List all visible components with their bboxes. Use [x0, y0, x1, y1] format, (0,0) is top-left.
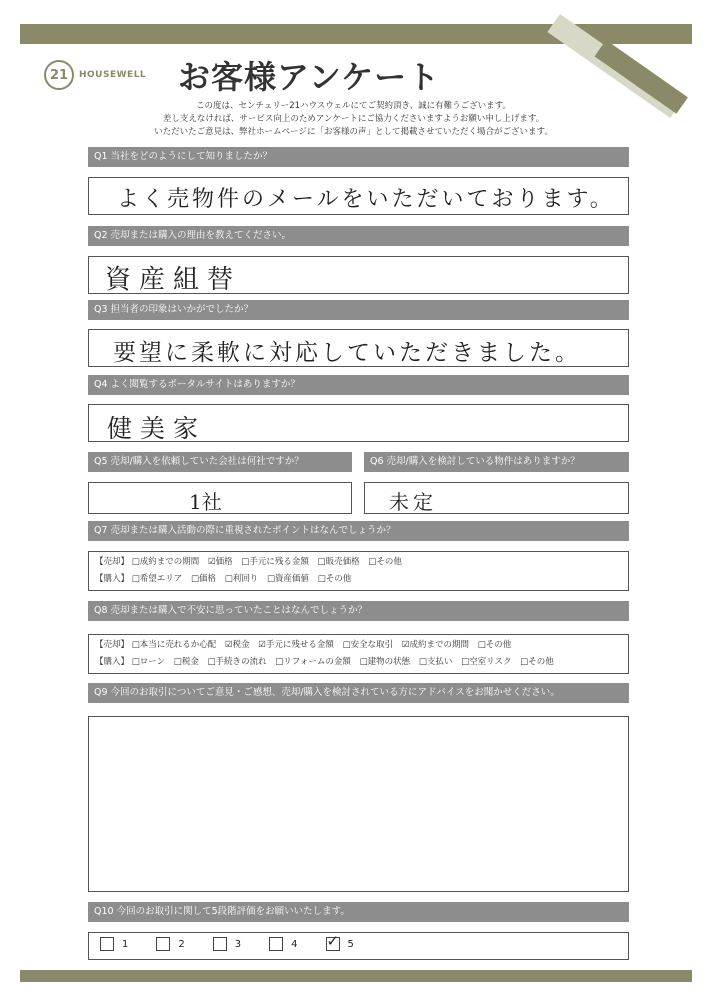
- q8-label: Q8 売却または購入で不安に思っていたことはなんでしょうか？: [88, 601, 629, 621]
- logo-mark: 21: [44, 60, 74, 90]
- q8-buy-option[interactable]: □手続きの流れ: [207, 657, 267, 667]
- checkbox-icon[interactable]: [213, 937, 227, 951]
- intro-line: 差し支えなければ、サービス向上のためアンケートにご協力くださいますようお願い申し上げます。: [162, 114, 545, 124]
- q7-options-box: [88, 551, 629, 591]
- q3-answer: 要望に柔軟に対応していただきました。: [113, 340, 581, 366]
- company-logo: [44, 58, 146, 92]
- q7-buy-option[interactable]: □価格: [190, 574, 216, 584]
- q7-buy-option[interactable]: □利回り: [224, 574, 259, 584]
- checkbox-icon[interactable]: [269, 937, 283, 951]
- q8-buy-option[interactable]: □リフォームの金額: [275, 657, 351, 667]
- q7-sell-row: [95, 554, 408, 571]
- rating-label: 4: [291, 938, 298, 950]
- q8-sell-option[interactable]: ☑税金: [224, 640, 250, 650]
- q7-sell-option[interactable]: □その他: [368, 557, 402, 567]
- q3-answer-box[interactable]: [88, 329, 629, 367]
- q7-buy-option[interactable]: □その他: [317, 574, 352, 584]
- q7-sell-option[interactable]: □販売価格: [317, 557, 360, 567]
- checkbox-icon[interactable]: [156, 937, 170, 951]
- q7-buy-option[interactable]: □資産価値: [266, 574, 309, 584]
- q8-buy-option[interactable]: □税金: [173, 657, 199, 667]
- q9-comment-box[interactable]: [88, 716, 629, 892]
- q8-sell-row: [95, 637, 517, 654]
- q2-answer: 資産組替: [105, 265, 242, 295]
- q8-sell-option[interactable]: □本当に売れるか心配: [131, 640, 217, 650]
- rating-option-5[interactable]: [326, 937, 354, 951]
- q8-buy-option[interactable]: □ローン: [131, 657, 166, 667]
- intro-line: いただいたご意見は、弊社ホームページに「お客様の声」として掲載させていただく場合がございます。: [154, 127, 553, 137]
- q1-answer-box[interactable]: [88, 177, 629, 215]
- q7-sell-label: 【売却】: [95, 557, 130, 567]
- intro-text: [0, 100, 707, 139]
- rating-option-1[interactable]: [100, 937, 128, 951]
- q4-label: Q4 よく閲覧するポータルサイトはありますか？: [88, 375, 629, 395]
- q8-sell-option[interactable]: ☑成約までの期間: [401, 640, 469, 650]
- q8-buy-label: 【購入】: [95, 657, 130, 667]
- q7-buy-option[interactable]: □希望エリア: [131, 574, 183, 584]
- rating-label: 2: [178, 938, 185, 950]
- q7-buy-row: [95, 571, 357, 588]
- q3-label: Q3 担当者の印象はいかがでしたか？: [88, 300, 629, 320]
- q8-sell-option[interactable]: □その他: [477, 640, 512, 650]
- q6-answer: 未定: [389, 490, 437, 514]
- rating-option-2[interactable]: [156, 937, 184, 951]
- q8-buy-row: [95, 654, 560, 671]
- q8-sell-option[interactable]: ☑手元に残せる金額: [258, 640, 334, 650]
- q7-sell-option[interactable]: □成約までの期間: [131, 557, 200, 567]
- checked-checkbox-icon[interactable]: [326, 937, 340, 951]
- page-title: お客様アンケート: [178, 58, 441, 96]
- rating-label: 3: [234, 938, 242, 950]
- q4-answer: 健美家: [107, 414, 207, 443]
- q1-answer: よく売物件のメールをいただいております。: [117, 187, 615, 212]
- q5-label: Q5 売却/購入を依頼していた会社は何社ですか？: [88, 452, 352, 472]
- q5-answer: 1社: [189, 490, 222, 514]
- rating-label: 5: [347, 938, 354, 950]
- q6-answer-box[interactable]: [364, 482, 629, 514]
- q8-sell-option[interactable]: □安全な取引: [342, 640, 394, 650]
- q9-label: Q9 今回のお取引についてご意見・ご感想、売却/購入を検討されている方にアドバイスをお聞かせください。: [88, 683, 629, 703]
- q8-buy-option[interactable]: □その他: [520, 657, 554, 667]
- q7-sell-option[interactable]: □手元に残る金額: [241, 557, 309, 567]
- bottom-band: [20, 970, 692, 982]
- checkbox-icon[interactable]: [100, 937, 114, 951]
- q8-sell-label: 【売却】: [95, 640, 130, 650]
- q5-answer-box[interactable]: [88, 482, 352, 514]
- q7-buy-label: 【購入】: [95, 574, 130, 584]
- q4-answer-box[interactable]: [88, 404, 629, 442]
- q8-buy-option[interactable]: □支払い: [418, 657, 453, 667]
- rating-label: 1: [122, 938, 129, 950]
- q8-options-box: [88, 634, 629, 674]
- q8-buy-option[interactable]: □空室リスク: [461, 657, 512, 667]
- rating-option-4[interactable]: [269, 937, 297, 951]
- q8-buy-option[interactable]: □建物の状態: [359, 657, 411, 667]
- intro-line: この度は、センチュリー21ハウスウェルにてご契約頂き、誠に有難うございます。: [196, 101, 511, 111]
- q1-label: Q1 当社をどのようにして知りましたか？: [88, 147, 629, 167]
- q7-label: Q7 売却または購入活動の際に重視されたポイントはなんでしょうか？: [88, 521, 629, 541]
- q10-label: Q10 今回のお取引に関して5段階評価をお願いいたします。: [88, 902, 629, 922]
- logo-text: HOUSEWELL: [79, 70, 147, 80]
- q2-answer-box[interactable]: [88, 256, 629, 294]
- rating-option-3[interactable]: [213, 937, 241, 951]
- q7-sell-option[interactable]: ☑価格: [207, 557, 233, 567]
- q2-label: Q2 売却または購入の理由を教えてください。: [88, 226, 629, 246]
- q6-label: Q6 売却/購入を検討している物件はありますか？: [364, 452, 629, 472]
- rating-options: [100, 937, 382, 951]
